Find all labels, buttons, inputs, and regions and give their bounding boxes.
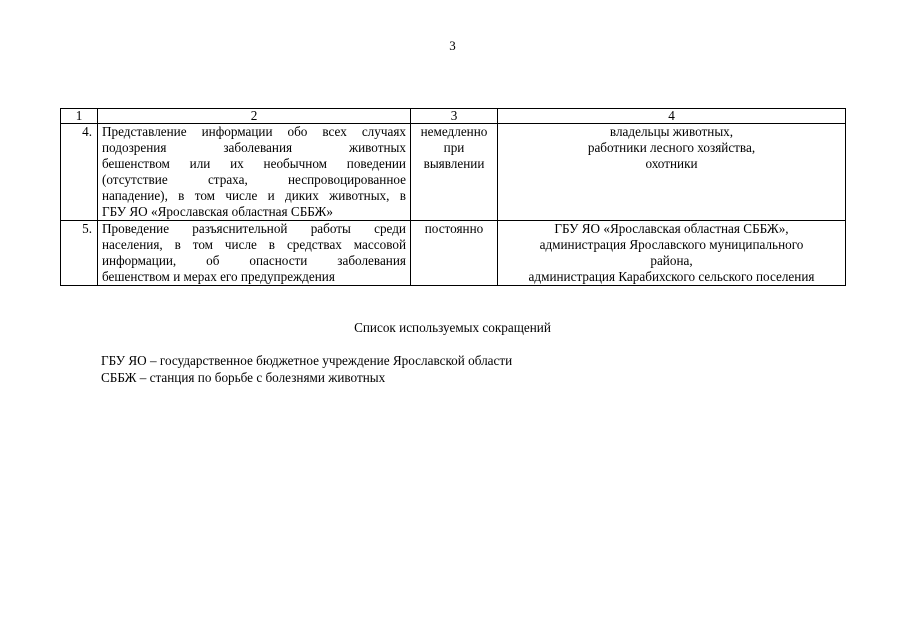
measure-responsible — [498, 124, 846, 221]
deadline-line: при — [443, 140, 465, 155]
header-cell-4: 4 — [498, 109, 846, 124]
table-row — [61, 221, 846, 286]
description-line: бешенством и мерах его предупреждения — [102, 269, 335, 284]
description-line: (отсутствие страха, неспровоцированное — [102, 172, 406, 187]
responsible-line: работники лесного хозяйства, — [587, 140, 756, 155]
table-header-row — [61, 109, 846, 124]
header-cell-1: 1 — [61, 109, 98, 124]
description-line: нападение), в том числе и диких животных, в — [102, 188, 406, 203]
measure-description — [98, 221, 411, 286]
description-line: информации, об опасности заболевания — [102, 253, 406, 268]
header-cell-2: 2 — [98, 109, 411, 124]
description-line: бешенством или их необычном поведении — [102, 156, 406, 171]
abbreviations-list — [101, 352, 512, 386]
deadline-line: немедленно — [420, 124, 488, 139]
responsible-line: района, — [650, 253, 693, 268]
measure-description — [98, 124, 411, 221]
abbreviations-title: Список используемых сокращений — [354, 320, 551, 335]
description-line: населения, в том числе в средствах массовой — [102, 237, 406, 252]
row-number: 5. — [61, 221, 98, 286]
abbreviation-item: ГБУ ЯО – государственное бюджетное учреждение Ярославской области — [101, 353, 513, 368]
page-number: 3 — [449, 38, 456, 53]
measure-deadline — [411, 221, 498, 286]
deadline-line: выявлении — [423, 156, 485, 171]
responsible-line: администрация Карабихского сельского поселения — [528, 269, 815, 284]
description-line: подозрения заболевания животных — [102, 140, 406, 155]
responsible-line: администрация Ярославского муниципального — [539, 237, 804, 252]
measures-table — [60, 108, 846, 286]
table-row — [61, 124, 846, 221]
description-line: Представление информации обо всех случаях — [102, 124, 406, 139]
description-line: Проведение разъяснительной работы среди — [102, 221, 406, 236]
description-line: ГБУ ЯО «Ярославская областная СББЖ» — [102, 204, 333, 219]
responsible-line: охотники — [645, 156, 698, 171]
measure-deadline — [411, 124, 498, 221]
measure-responsible — [498, 221, 846, 286]
responsible-line: ГБУ ЯО «Ярославская областная СББЖ», — [554, 221, 789, 236]
responsible-line: владельцы животных, — [609, 124, 734, 139]
deadline-line: постоянно — [424, 221, 484, 236]
abbreviation-item: СББЖ – станция по борьбе с болезнями животных — [101, 370, 386, 385]
row-number: 4. — [61, 124, 98, 221]
header-cell-3: 3 — [411, 109, 498, 124]
